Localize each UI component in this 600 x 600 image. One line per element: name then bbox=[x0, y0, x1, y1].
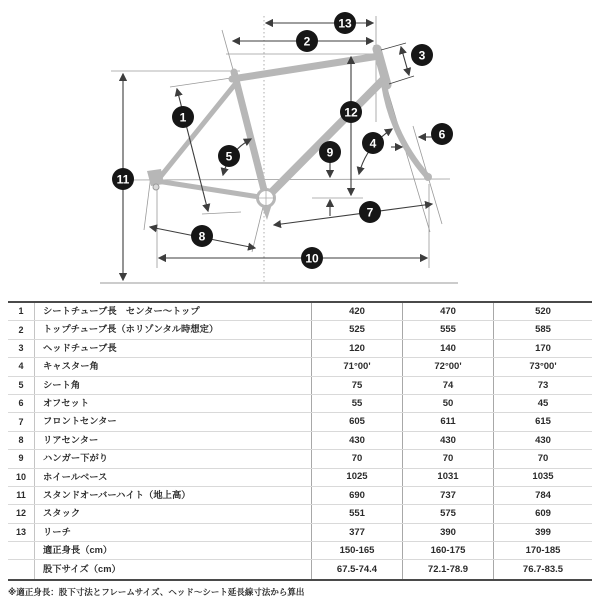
table-cell-label: フロントセンター bbox=[34, 413, 311, 430]
table-cell-val: 70 bbox=[311, 450, 402, 467]
svg-text:10: 10 bbox=[305, 251, 319, 266]
dim-headtube-ext-b bbox=[389, 76, 414, 84]
table-cell-num: 8 bbox=[18, 434, 24, 445]
table-cell-val: 74 bbox=[402, 377, 493, 394]
table-cell-label: キャスター角 bbox=[34, 358, 311, 375]
table-cell-val: 73 bbox=[493, 377, 592, 394]
callout-13 bbox=[334, 12, 356, 34]
table-cell-val: 45 bbox=[493, 395, 592, 412]
table-cell-num: 7 bbox=[18, 416, 24, 427]
seat-length-bottom-tick bbox=[202, 212, 241, 214]
table-row bbox=[8, 377, 592, 395]
table-row bbox=[8, 413, 592, 431]
table-cell-val: 390 bbox=[402, 524, 493, 541]
table-cell-val: 72°00' bbox=[402, 358, 493, 375]
front-axle bbox=[424, 173, 432, 181]
seat-length-top-tick bbox=[170, 77, 238, 87]
svg-text:3: 3 bbox=[418, 48, 426, 63]
top-tube bbox=[232, 56, 379, 79]
rear-center-ext-right bbox=[252, 203, 264, 252]
dim-headtube-3 bbox=[401, 47, 409, 75]
dim-frontcenter-7 bbox=[274, 204, 432, 225]
table-cell-label: リーチ bbox=[34, 524, 311, 541]
table-cell-val: 120 bbox=[311, 340, 402, 357]
table-cell-val: 430 bbox=[402, 432, 493, 449]
table-cell-num: 5 bbox=[18, 379, 24, 390]
callout-12 bbox=[340, 101, 362, 123]
svg-text:13: 13 bbox=[338, 16, 352, 31]
table-cell-val: 784 bbox=[493, 487, 592, 504]
table-cell-val: 75 bbox=[311, 377, 402, 394]
table-cell-val: 160-175 bbox=[402, 542, 493, 559]
svg-text:4: 4 bbox=[369, 136, 377, 151]
table-cell-val: 55 bbox=[311, 395, 402, 412]
svg-text:5: 5 bbox=[225, 149, 233, 164]
table-cell-val: 430 bbox=[311, 432, 402, 449]
table-cell-val: 609 bbox=[493, 505, 592, 522]
chain-stay-tube bbox=[157, 181, 266, 198]
table-row bbox=[8, 358, 592, 376]
table-row bbox=[8, 303, 592, 321]
table-cell-num bbox=[8, 542, 34, 559]
table-cell-val: 71°00' bbox=[311, 358, 402, 375]
table-cell-label: 股下サイズ（cm） bbox=[34, 560, 311, 578]
callout-3 bbox=[411, 44, 433, 66]
table-cell-val: 737 bbox=[402, 487, 493, 504]
table-cell-val: 1031 bbox=[402, 469, 493, 486]
table-row bbox=[8, 450, 592, 468]
callout-11 bbox=[112, 168, 134, 190]
table-cell-val: 585 bbox=[493, 321, 592, 338]
geometry-table bbox=[8, 301, 592, 581]
svg-text:11: 11 bbox=[116, 172, 130, 187]
callout-4 bbox=[362, 132, 384, 154]
table-cell-val: 520 bbox=[493, 303, 592, 320]
table-cell-val: 50 bbox=[402, 395, 493, 412]
table-cell-val: 1025 bbox=[311, 469, 402, 486]
table-cell-label: スタック bbox=[34, 505, 311, 522]
table-cell-val: 150-165 bbox=[311, 542, 402, 559]
table-cell-val: 67.5-74.4 bbox=[311, 560, 402, 578]
table-cell-label: リアセンター bbox=[34, 432, 311, 449]
table-cell-val: 615 bbox=[493, 413, 592, 430]
table-cell-val: 690 bbox=[311, 487, 402, 504]
dimension-lines bbox=[123, 23, 432, 280]
table-cell-val: 555 bbox=[402, 321, 493, 338]
callout-8 bbox=[191, 225, 213, 247]
table-cell-val: 399 bbox=[493, 524, 592, 541]
table-cell-num: 6 bbox=[18, 398, 24, 409]
table-cell-val: 170-185 bbox=[493, 542, 592, 559]
table-row bbox=[8, 542, 592, 560]
geometry-table-body bbox=[8, 303, 592, 579]
table-cell-val: 140 bbox=[402, 340, 493, 357]
table-row bbox=[8, 487, 592, 505]
table-cell-val: 605 bbox=[311, 413, 402, 430]
table-cell-val: 70 bbox=[493, 450, 592, 467]
rear-axle bbox=[153, 184, 159, 190]
table-cell-val: 470 bbox=[402, 303, 493, 320]
table-cell-num bbox=[8, 560, 34, 578]
table-cell-val: 377 bbox=[311, 524, 402, 541]
table-cell-num: 2 bbox=[18, 324, 24, 335]
callout-6 bbox=[431, 123, 453, 145]
table-row bbox=[8, 469, 592, 487]
table-cell-label: ハンガー下がり bbox=[34, 450, 311, 467]
table-cell-label: シートチューブ長 センター～トップ bbox=[34, 303, 311, 320]
svg-text:1: 1 bbox=[179, 110, 187, 125]
table-cell-num: 12 bbox=[15, 508, 26, 519]
callout-2 bbox=[296, 30, 318, 52]
table-cell-num: 9 bbox=[18, 453, 24, 464]
dim-headtube-ext-a bbox=[381, 43, 406, 50]
table-cell-val: 430 bbox=[493, 432, 592, 449]
table-row bbox=[8, 432, 592, 450]
svg-text:6: 6 bbox=[438, 127, 446, 142]
svg-text:8: 8 bbox=[198, 229, 206, 244]
rear-center-ext-left bbox=[144, 175, 151, 230]
table-row bbox=[8, 395, 592, 413]
table-row bbox=[8, 321, 592, 339]
table-cell-val: 551 bbox=[311, 505, 402, 522]
callout-5 bbox=[218, 145, 240, 167]
svg-text:9: 9 bbox=[326, 145, 334, 160]
table-cell-num: 1 bbox=[18, 306, 24, 317]
footnote: ※適正身長：股下寸法とフレームサイズ、ヘッド～シート延長線寸法から算出 bbox=[8, 586, 305, 597]
table-cell-label: ホイールベース bbox=[34, 469, 311, 486]
callout-10 bbox=[301, 247, 323, 269]
table-row bbox=[8, 524, 592, 542]
table-row bbox=[8, 505, 592, 523]
svg-text:7: 7 bbox=[366, 205, 374, 220]
table-cell-num: 3 bbox=[18, 342, 24, 353]
svg-text:12: 12 bbox=[344, 105, 358, 120]
table-cell-val: 70 bbox=[402, 450, 493, 467]
callout-9 bbox=[319, 141, 341, 163]
table-cell-val: 73°00' bbox=[493, 358, 592, 375]
table-cell-val: 420 bbox=[311, 303, 402, 320]
table-cell-label: シート角 bbox=[34, 377, 311, 394]
table-row bbox=[8, 560, 592, 578]
table-cell-val: 525 bbox=[311, 321, 402, 338]
table-cell-val: 76.7-83.5 bbox=[493, 560, 592, 578]
table-cell-val: 72.1-78.9 bbox=[402, 560, 493, 578]
seat-tube bbox=[234, 72, 266, 198]
callout-1 bbox=[172, 106, 194, 128]
table-cell-val: 1035 bbox=[493, 469, 592, 486]
table-cell-val: 170 bbox=[493, 340, 592, 357]
table-cell-label: スタンドオーバーハイト（地上高） bbox=[34, 487, 311, 504]
table-cell-val: 575 bbox=[402, 505, 493, 522]
table-cell-label: 適正身長（cm） bbox=[34, 542, 311, 559]
svg-text:2: 2 bbox=[303, 34, 311, 49]
table-cell-label: ヘッドチューブ長 bbox=[34, 340, 311, 357]
table-cell-num: 11 bbox=[16, 490, 26, 501]
frame-tubes bbox=[147, 49, 432, 220]
table-cell-label: トップチューブ長（ホリゾンタル時想定） bbox=[34, 321, 311, 338]
table-row bbox=[8, 340, 592, 358]
table-cell-num: 4 bbox=[18, 361, 24, 372]
table-cell-num: 13 bbox=[15, 526, 26, 537]
table-cell-val: 611 bbox=[402, 413, 493, 430]
table-cell-label: オフセット bbox=[34, 395, 311, 412]
callout-7 bbox=[359, 201, 381, 223]
table-cell-num: 10 bbox=[15, 471, 26, 482]
